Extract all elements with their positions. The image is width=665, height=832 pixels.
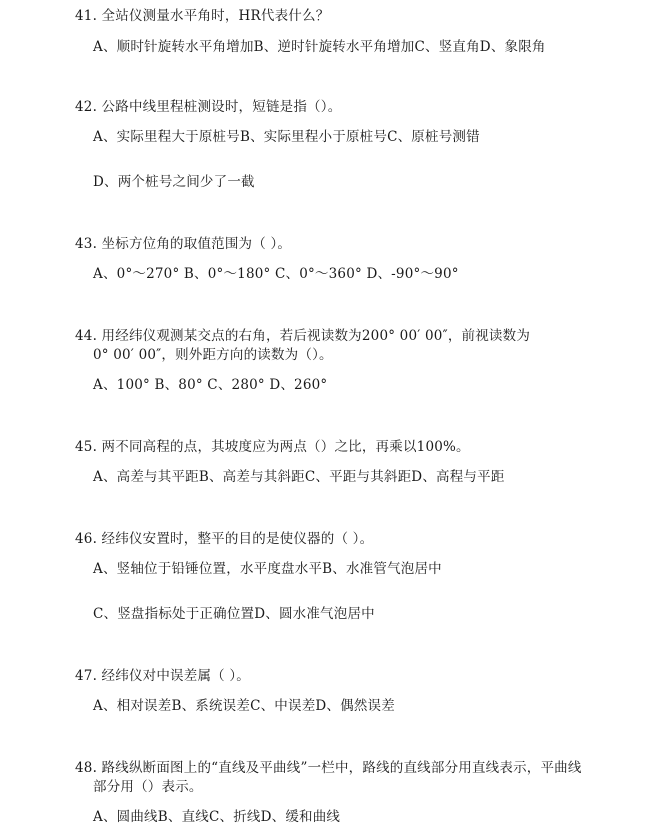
question-47-options: A、相对误差B、系统误差C、中误差D、偶然误差 — [93, 698, 395, 714]
question-42-options-line-1: A、实际里程大于原桩号B、实际里程小于原桩号C、原桩号测错 — [93, 129, 480, 145]
question-43-stem: 43. 坐标方位角的取值范围为（ ）。 — [75, 236, 292, 252]
question-46-stem: 46. 经纬仪安置时，整平的目的是使仪器的（ ）。 — [75, 531, 374, 547]
question-44-stem-line-1: 44. 用经纬仪观测某交点的右角，若后视读数为200° 00′ 00″，前视读数为 — [75, 328, 531, 344]
question-48-stem-line-1: 48. 路线纵断面图上的“直线及平曲线”一栏中，路线的直线部分用直线表示，平曲线 — [75, 760, 582, 776]
question-41-stem: 41. 全站仪测量水平角时，HR代表什么？ — [75, 8, 330, 24]
question-43-options: A、0°～270° B、0°～180° C、0°～360° D、-90°～90° — [93, 266, 459, 282]
question-47-stem: 47. 经纬仪对中误差属（ ）。 — [75, 668, 251, 684]
question-44-options: A、100° B、80° C、280° D、260° — [93, 377, 328, 393]
question-44-stem-line-2: 0° 00′ 00″，则外距方向的读数为（）。 — [93, 347, 333, 363]
question-48-stem-line-2: 部分用（）表示。 — [93, 779, 203, 795]
question-45-options: A、高差与其平距B、高差与其斜距C、平距与其斜距D、高程与平距 — [93, 469, 505, 485]
question-41-options: A、顺时针旋转水平角增加B、逆时针旋转水平角增加C、竖直角D、象限角 — [93, 39, 546, 55]
question-46-options-line-1: A、竖轴位于铅锤位置，水平度盘水平B、水准管气泡居中 — [93, 561, 442, 577]
question-46-options-line-2: C、竖盘指标处于正确位置D、圆水准气泡居中 — [93, 606, 375, 622]
question-42-stem: 42. 公路中线里程桩测设时，短链是指（）。 — [75, 99, 342, 115]
question-45-stem: 45. 两不同高程的点，其坡度应为两点（）之比，再乘以100%。 — [75, 439, 470, 455]
question-48-options: A、圆曲线B、直线C、折线D、缓和曲线 — [93, 809, 341, 825]
question-42-options-line-2: D、两个桩号之间少了一截 — [93, 174, 255, 190]
